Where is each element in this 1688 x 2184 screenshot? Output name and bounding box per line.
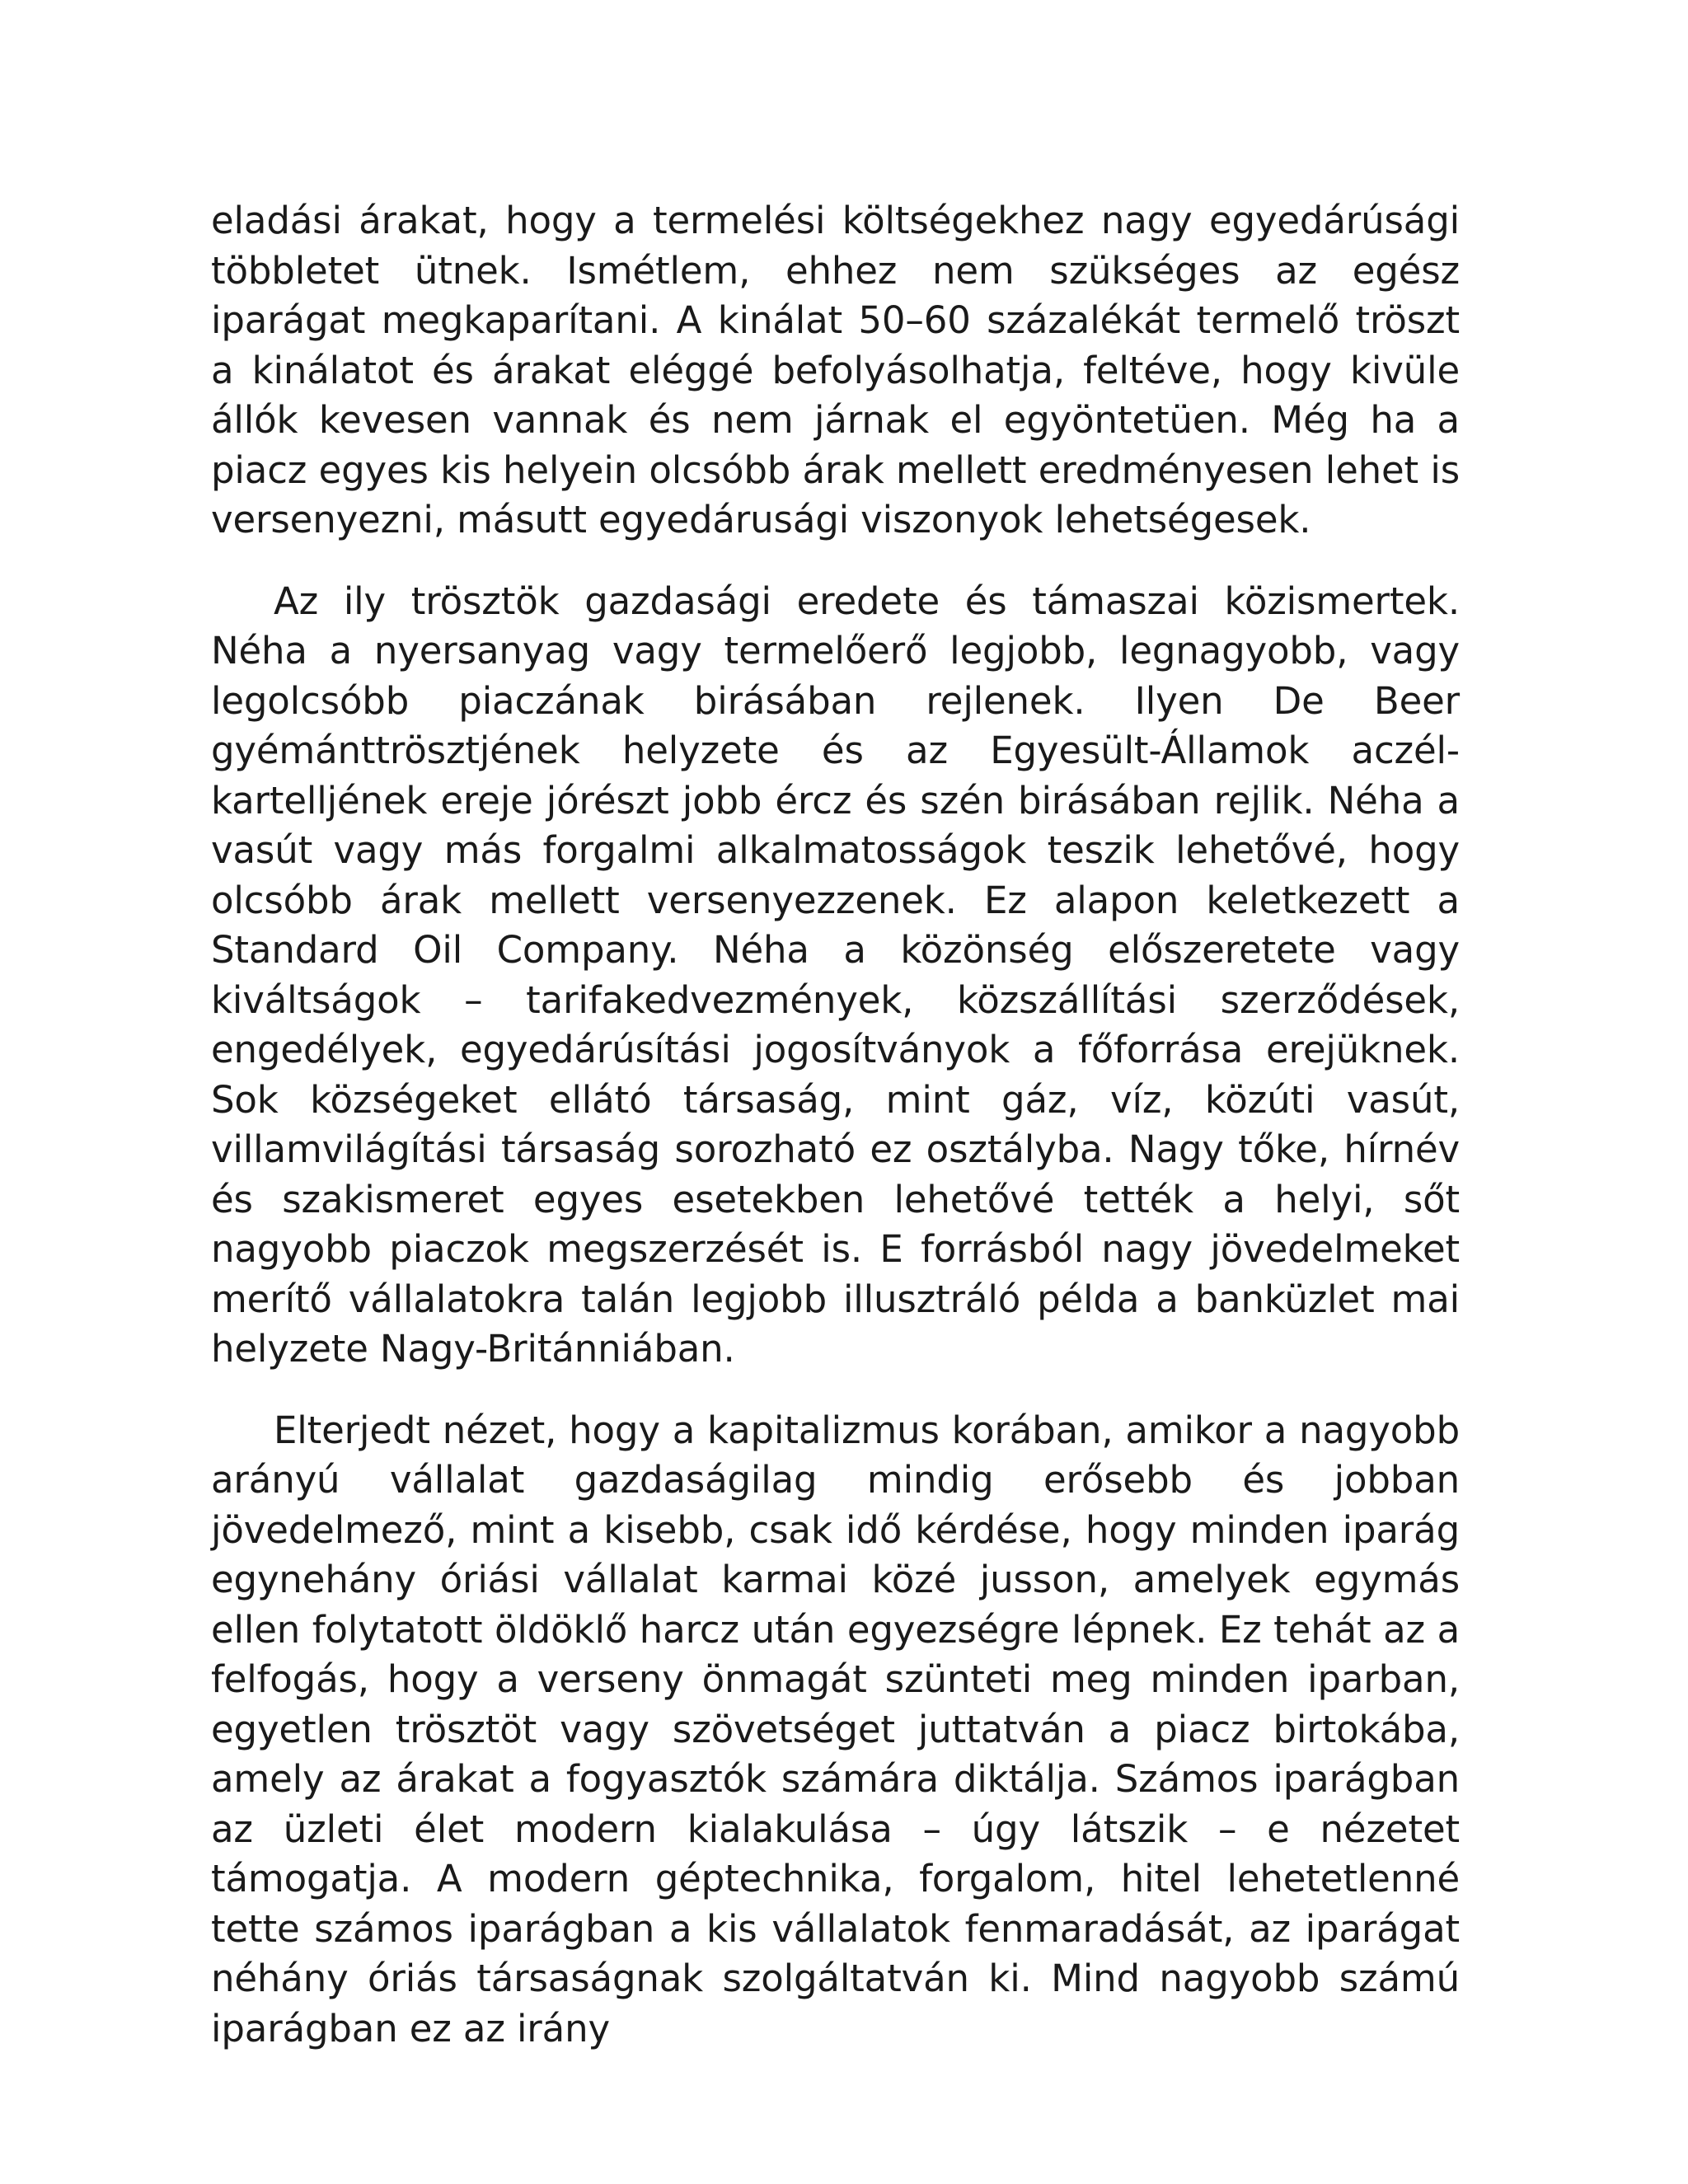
paragraph-1: eladási árakat, hogy a termelési költségekhez nagy egyedárúsági többletet ütnek. Ismétlem, ehhez nem szükséges az egész iparágat megkaparítani. A kinálat 50–60 százalékát termelő tröszt a kinálatot és árakat eléggé befolyásolhatja, feltéve, hogy kivüle állók kevesen vannak és nem járnak el egyöntetüen. Még ha a piacz egyes kis helyein olcsóbb árak mellett eredményesen lehet is versenyezni, másutt egyedárusági viszonyok lehetségesek.	[211, 199, 1460, 541]
paragraph-2: Az ily trösztök gazdasági eredete és támaszai közismertek. Néha a nyersanyag vagy termelőerő legjobb, legnagyobb, vagy legolcsóbb piaczának birásában rejlenek. Ilyen De Beer gyémánttrösztjének helyzete és az Egyesült-Államok aczél-kartelljének ereje jórészt jobb ércz és szén birásában rejlik. Néha a vasút vagy más forgalmi alkalmatosságok teszik lehetővé, hogy olcsóbb árak mellett versenyezzenek. Ez alapon keletkezett a Standard Oil Company. Néha a közönség előszeretete vagy kiváltságok – tarifakedvezmények, közszállítási szerződések, engedélyek, egyedárúsítási jogosítványok a főforrása erejüknek. Sok községeket ellátó társaság, mint gáz, víz, közúti vasút, villamvilágítási társaság sorozható ez osztályba. Nagy tőke, hírnév és szakismeret egyes esetekben lehetővé tették a helyi, sőt nagyobb piaczok megszerzését is. E forrásból nagy jövedelmeket merítő vállalatokra talán legjobb illusztráló példa a banküzlet mai helyzete Nagy-Británniában.	[211, 579, 1460, 1371]
paragraph-3: Elterjedt nézet, hogy a kapitalizmus korában, amikor a nagyobb arányú vállalat gazdaságilag mindig erősebb és jobban jövedelmező, mint a kisebb, csak idő kérdése, hogy minden iparág egynehány óriási vállalat karmai közé jusson, amelyek egymás ellen folytatott öldöklő harcz után egyezségre lépnek. Ez tehát az a felfogás, hogy a verseny önmagát szünteti meg minden iparban, egyetlen trösztöt vagy szövetséget juttatván a piacz birtokába, amely az árakat a fogyasztók számára diktálja. Számos iparágban az üzleti élet modern kialakulása – úgy látszik – e nézetet támogatja. A modern géptechnika, forgalom, hitel lehetetlenné tette számos iparágban a kis vállalatok fenmaradását, az iparágat néhány óriás társaságnak szolgáltatván ki. Mind nagyobb számú iparágban ez az irány	[211, 1408, 1460, 2050]
document-page	[211, 196, 1460, 2054]
